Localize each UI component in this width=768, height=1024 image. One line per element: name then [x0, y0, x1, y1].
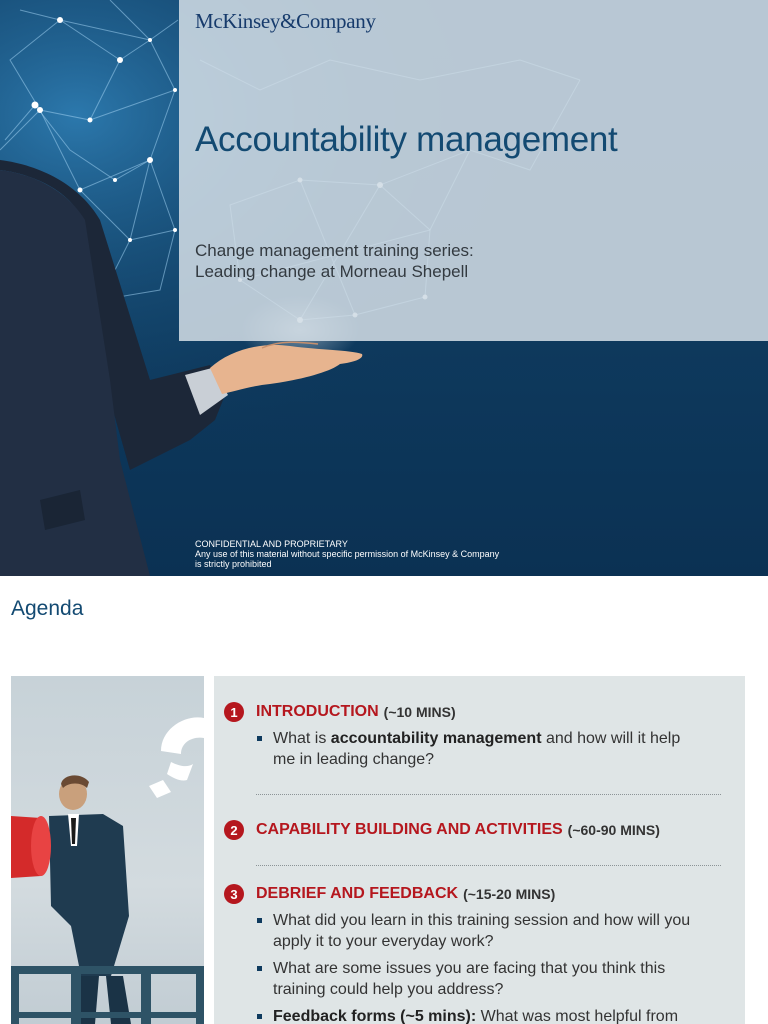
agenda-panel [214, 676, 745, 1024]
bullet-item [256, 910, 706, 952]
agenda-item-capability-building [224, 820, 724, 840]
cover-subtitle [195, 240, 474, 282]
mckinsey-logo: McKinsey&Company [195, 9, 376, 33]
agenda-item-header [224, 820, 724, 840]
bullet-bold-text: accountability management [330, 730, 542, 747]
agenda-item-title: CAPABILITY BUILDING AND ACTIVITIES [256, 821, 563, 838]
bullet-item [256, 1006, 706, 1024]
bullet-item [256, 728, 706, 770]
bullet-bold-text: Feedback forms (~5 mins): [273, 1008, 477, 1024]
bullet-item [256, 958, 706, 1000]
agenda-item-duration: (~10 MINS) [383, 704, 456, 720]
subtitle-line-1: Change management training series: [195, 241, 474, 260]
question-mark-icon [149, 717, 204, 798]
bullet-list [256, 910, 724, 1024]
bullet-text: and how will it help me in leading change? [273, 730, 681, 768]
divider [256, 865, 721, 866]
number-badge: 2 [224, 820, 244, 840]
bullet-text: What are some issues you are facing that you think this training could help you address? [273, 960, 666, 998]
agenda-item-header [224, 884, 724, 904]
confidential-notice [195, 539, 515, 569]
confidential-heading: CONFIDENTIAL AND PROPRIETARY [195, 539, 348, 549]
agenda-item-introduction [224, 702, 724, 776]
cover-title: Accountability management [195, 120, 618, 159]
bullet-text: What was most helpful from [476, 1008, 679, 1024]
title-panel [179, 0, 768, 341]
subtitle-line-2: Leading change at Morneau Shepell [195, 262, 469, 281]
agenda-item-duration: (~60-90 MINS) [567, 822, 660, 838]
number-badge: 1 [224, 702, 244, 722]
agenda-item-duration: (~15-20 MINS) [463, 886, 556, 902]
bullet-text: What is [273, 730, 331, 747]
divider [256, 794, 721, 795]
confidential-text-line-2: is strictly prohibited [195, 559, 272, 569]
agenda-item-header [224, 702, 724, 722]
agenda-item-debrief [224, 884, 724, 1024]
question-mark-businessman-illustration [11, 676, 204, 1024]
bullet-text: What did you learn in this training session and how will you apply it to your everyday work? [273, 912, 691, 950]
illustration-graphic [11, 676, 204, 1024]
confidential-text-line-1: Any use of this material without specific permission of McKinsey & Company [195, 549, 500, 559]
bullet-list [256, 728, 724, 770]
number-badge: 3 [224, 884, 244, 904]
agenda-item-title: INTRODUCTION [256, 703, 379, 720]
agenda-item-title: DEBRIEF AND FEEDBACK [256, 885, 459, 902]
agenda-title: Agenda [11, 597, 84, 620]
